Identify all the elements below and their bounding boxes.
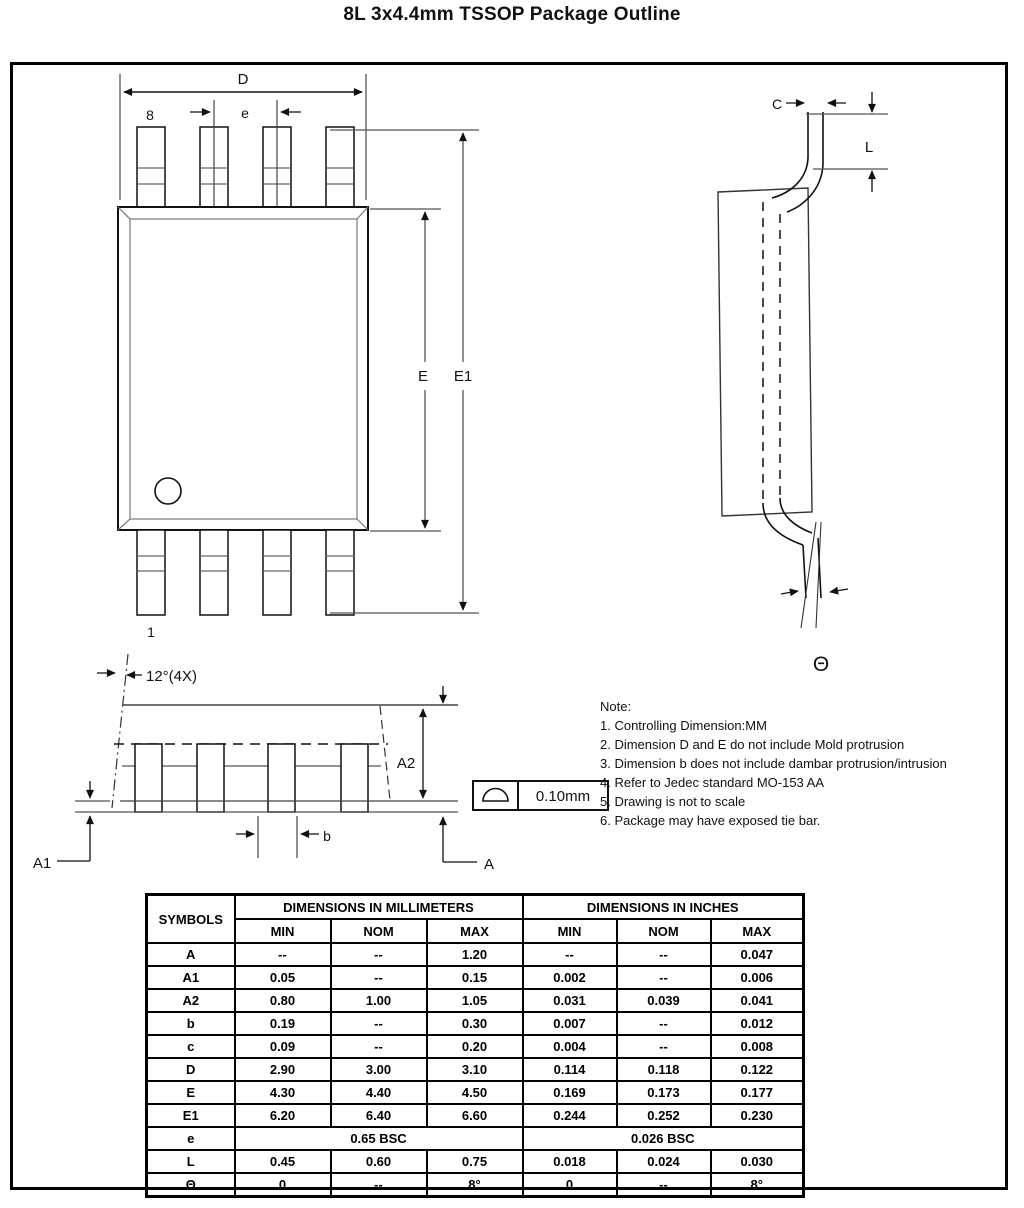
value-cell: 6.40 [331,1104,427,1127]
page-title: 8L 3x4.4mm TSSOP Package Outline [343,4,681,25]
package-body-outline [118,207,368,530]
value-cell: -- [617,1035,711,1058]
value-cell: 0.45 [235,1150,331,1173]
dim-a1-leader [57,835,90,861]
value-cell: 0.002 [523,966,617,989]
value-cell: 0.007 [523,1012,617,1035]
symbol-cell: e [147,1127,235,1150]
symbol-cell: L [147,1150,235,1173]
value-cell: 0.173 [617,1081,711,1104]
dim-a-label: A [483,856,495,873]
symbol-cell: E [147,1081,235,1104]
dim-l-label: L [864,139,874,156]
value-cell: 0.19 [235,1012,331,1035]
value-cell: 0.20 [427,1035,523,1058]
table-row-e-bsc [147,1127,804,1150]
note-item: 1. Controlling Dimension:MM [600,718,767,733]
value-cell: 0.031 [523,989,617,1012]
table-row [147,966,804,989]
table-row [147,1058,804,1081]
dim-theta-label: Θ [812,653,830,676]
value-cell: 0.004 [523,1035,617,1058]
value-cell: 0.60 [331,1150,427,1173]
col-header-in-max: MAX [711,919,804,943]
dim-e-label: e [241,105,249,121]
value-cell: -- [617,943,711,966]
value-cell: 1.00 [331,989,427,1012]
value-cell: -- [617,1173,711,1197]
dim-theta-arrow-right [830,589,848,592]
col-group-millimeters: DIMENSIONS IN MILLIMETERS [235,895,523,920]
table-row [147,1104,804,1127]
col-header-in-nom: NOM [617,919,711,943]
value-cell: 0.80 [235,989,331,1012]
table-row [147,989,804,1012]
value-cell: 0.006 [711,966,804,989]
table-row [147,1035,804,1058]
value-cell: 0.024 [617,1150,711,1173]
value-cell: 0.15 [427,966,523,989]
value-cell: -- [617,1012,711,1035]
value-cell-in-span: 0.026 BSC [523,1127,804,1150]
dim-b-ext [258,816,297,858]
symbol-cell: A1 [147,966,235,989]
value-cell: -- [617,966,711,989]
pin-8-label: 8 [146,107,154,123]
value-cell: 0.041 [711,989,804,1012]
value-cell: 0.114 [523,1058,617,1081]
dim-b-label: b [323,828,331,844]
note-item: 6. Package may have exposed tie bar. [600,813,821,828]
symbol-cell: c [147,1035,235,1058]
table-header-row [147,895,804,920]
side-view [718,92,888,676]
dim-e-body-ext [370,209,441,531]
pin-1-label: 1 [147,624,155,640]
bottom-pin-bands [137,556,354,571]
value-cell: 0.008 [711,1035,804,1058]
flatness-tolerance: 0.10mm [535,788,591,805]
front-right-ref-line [380,706,390,800]
value-cell: 4.50 [427,1081,523,1104]
lead-angle-ref-line [112,654,128,808]
value-cell: 0.012 [711,1012,804,1035]
notes-heading: Note: [600,699,632,714]
side-body [718,188,812,516]
note-item: 3. Dimension b does not include dambar protrusion/intrusion [600,756,947,771]
top-pins [137,127,354,207]
dim-c-label: C [771,96,783,112]
value-cell: -- [331,1173,427,1197]
table-row [147,1012,804,1035]
value-cell: 0 [235,1173,331,1197]
table-row [147,1173,804,1197]
value-cell: 6.20 [235,1104,331,1127]
value-cell-mm-span: 0.65 BSC [235,1127,523,1150]
value-cell: 0.169 [523,1081,617,1104]
value-cell: 1.20 [427,943,523,966]
bottom-pins [137,530,354,615]
note-item: 4. Refer to Jedec standard MO-153 AA [600,775,825,790]
dim-e1-label: E1 [453,368,473,385]
table-row [147,943,804,966]
value-cell: 0.09 [235,1035,331,1058]
value-cell: 3.10 [427,1058,523,1081]
symbol-cell: A2 [147,989,235,1012]
value-cell: 0.122 [711,1058,804,1081]
dimensions-table [145,893,805,1198]
lead-angle-label: 12°(4X) [146,668,198,685]
value-cell: -- [331,943,427,966]
dim-theta-arrow-left [781,591,798,594]
symbol-cell: E1 [147,1104,235,1127]
dim-d-label: D [237,71,249,88]
value-cell: 0.047 [711,943,804,966]
value-cell: 0.244 [523,1104,617,1127]
col-header-mm-max: MAX [427,919,523,943]
note-item: 5. Drawing is not to scale [600,794,746,809]
value-cell: -- [235,943,331,966]
symbol-cell: b [147,1012,235,1035]
value-cell: -- [331,1035,427,1058]
col-header-mm-nom: NOM [331,919,427,943]
note-item: 2. Dimension D and E do not include Mold protrusion [600,737,905,752]
symbol-cell: D [147,1058,235,1081]
front-pins [135,744,368,812]
notes-block [600,697,947,830]
value-cell: 8° [427,1173,523,1197]
flatness-callout [473,781,608,810]
value-cell: 4.30 [235,1081,331,1104]
value-cell: 0 [523,1173,617,1197]
table-row [147,1150,804,1173]
top-view [118,71,479,640]
value-cell: -- [331,966,427,989]
value-cell: 0.230 [711,1104,804,1127]
value-cell: 0.177 [711,1081,804,1104]
value-cell: 0.030 [711,1150,804,1173]
dim-a1-label: A1 [32,855,52,872]
value-cell: 6.60 [427,1104,523,1127]
value-cell: 0.75 [427,1150,523,1173]
value-cell: 0.05 [235,966,331,989]
dim-e-body-label: E [417,368,429,385]
value-cell: 0.118 [617,1058,711,1081]
symbol-cell: A [147,943,235,966]
value-cell: 2.90 [235,1058,331,1081]
col-group-inches: DIMENSIONS IN INCHES [523,895,804,920]
value-cell: 0.039 [617,989,711,1012]
col-header-in-min: MIN [523,919,617,943]
value-cell: -- [331,1012,427,1035]
value-cell: 8° [711,1173,804,1197]
dim-l-ext [806,114,888,169]
front-view [33,654,494,873]
dim-a2-label: A2 [396,755,416,772]
value-cell: -- [523,943,617,966]
top-pin-bands [137,168,354,184]
col-header-symbols: SYMBOLS [147,895,235,944]
col-header-mm-min: MIN [235,919,331,943]
table-subheader-row [147,919,804,943]
value-cell: 1.05 [427,989,523,1012]
symbol-cell: Θ [147,1173,235,1197]
value-cell: 0.30 [427,1012,523,1035]
value-cell: 0.018 [523,1150,617,1173]
value-cell: 4.40 [331,1081,427,1104]
dim-a-leader [443,840,477,862]
table-row [147,1081,804,1104]
value-cell: 3.00 [331,1058,427,1081]
value-cell: 0.252 [617,1104,711,1127]
